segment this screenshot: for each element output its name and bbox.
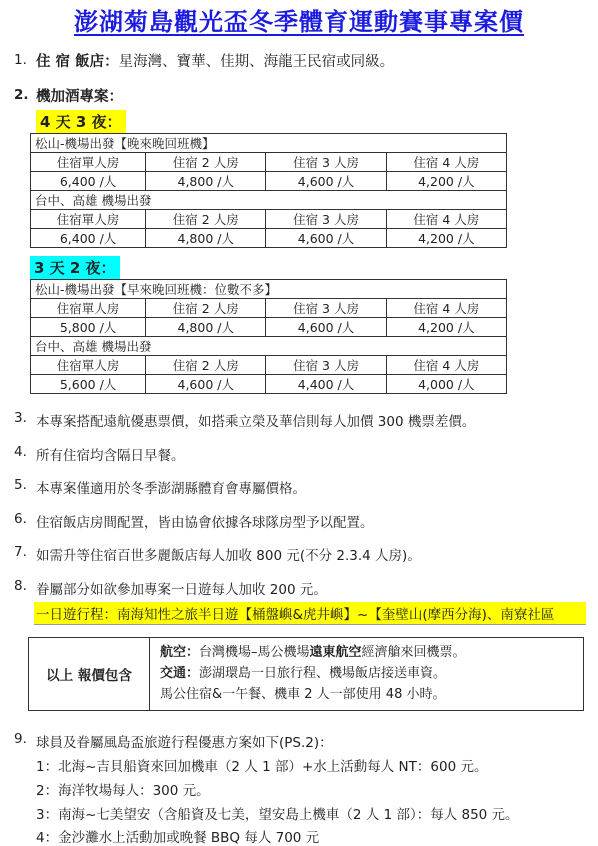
room-type: 住宿 3 人房 <box>266 356 386 375</box>
item-2-label: 機加酒專案： <box>36 89 123 105</box>
price: 4,200 /人 <box>386 172 506 191</box>
item-1-label: 住 宿 飯店： <box>36 54 119 70</box>
section-title: 松山-機場出發【早來晚回班機：位數不多】 <box>31 280 507 299</box>
option-2: 2：海洋牧場每人：300 元。 <box>36 783 210 799</box>
room-type: 住宿單人房 <box>31 299 146 318</box>
room-type: 住宿 2 人房 <box>146 210 266 229</box>
tour-itinerary: 一日遊行程：南海知性之旅半日遊【桶盤嶼&虎井嶼】~【奎壁山(摩西分海)、南寮社區 <box>34 602 586 625</box>
price: 6,400 /人 <box>31 229 146 248</box>
package-airline: 遠東航空 <box>309 645 362 660</box>
plan-4d3n-label: 4 天 3 夜： <box>36 110 126 133</box>
room-type: 住宿 4 人房 <box>386 356 506 375</box>
room-type: 住宿 4 人房 <box>386 153 506 172</box>
item-8-number: 8. <box>14 578 27 594</box>
room-type: 住宿 2 人房 <box>146 356 266 375</box>
section-title: 松山-機場出發【晚來晚回班機】 <box>31 134 507 153</box>
price: 4,200 /人 <box>386 229 506 248</box>
item-9-number: 9. <box>14 731 27 747</box>
price: 4,600 /人 <box>266 229 386 248</box>
price: 4,400 /人 <box>266 375 386 394</box>
package-details <box>160 642 466 705</box>
item-4-number: 4. <box>14 444 27 460</box>
plan-4d3n-table <box>30 133 507 248</box>
price: 4,600 /人 <box>266 318 386 337</box>
room-type: 住宿 3 人房 <box>266 299 386 318</box>
package-air-text-end: 經濟艙來回機票。 <box>361 645 466 660</box>
item-9-text: 球員及眷屬風島盃旅遊行程優惠方案如下(PS.2)： <box>36 735 333 751</box>
package-label: 以上 報價包含 <box>29 638 150 710</box>
price: 4,800 /人 <box>146 172 266 191</box>
price: 6,400 /人 <box>31 172 146 191</box>
package-transport-text: 澎湖環島一日旅行程、機場飯店接送車資。 <box>199 666 447 681</box>
package-line-air <box>160 642 466 663</box>
price: 4,800 /人 <box>146 229 266 248</box>
room-type: 住宿單人房 <box>31 153 146 172</box>
price: 4,800 /人 <box>146 318 266 337</box>
room-type: 住宿 2 人房 <box>146 299 266 318</box>
room-type: 住宿 4 人房 <box>386 210 506 229</box>
package-transport-key: 交通： <box>160 666 200 681</box>
item-3-number: 3. <box>14 410 27 426</box>
package-air-text: 台灣機場–馬公機場 <box>199 645 310 660</box>
item-5-text: 本專案僅適用於冬季澎湖縣體育會專屬價格。 <box>36 481 306 497</box>
option-1: 1：北海~吉貝船資來回加機車（2 人 1 部）+水上活動每人 NT：600 元。 <box>36 759 488 775</box>
package-line-stay <box>160 684 466 705</box>
room-type: 住宿 3 人房 <box>266 210 386 229</box>
section-title: 台中、高雄 機場出發 <box>31 337 507 356</box>
price: 4,200 /人 <box>386 318 506 337</box>
room-type: 住宿單人房 <box>31 356 146 375</box>
room-type: 住宿 4 人房 <box>386 299 506 318</box>
package-includes-box <box>28 637 584 711</box>
price: 5,800 /人 <box>31 318 146 337</box>
option-3: 3：南海~七美望安（含船資及七美，望安島上機車（2 人 1 部）：每人 850 元。 <box>36 807 519 823</box>
item-6-text: 住宿飯店房間配置，皆由協會依據各球隊房型予以配置。 <box>36 515 374 531</box>
item-6-number: 6. <box>14 511 27 527</box>
package-line-transport <box>160 663 466 684</box>
section-title: 台中、高雄 機場出發 <box>31 191 507 210</box>
item-2-number: 2. <box>14 87 29 103</box>
price: 4,600 /人 <box>146 375 266 394</box>
package-air-key: 航空： <box>160 645 200 660</box>
room-type: 住宿 3 人房 <box>266 153 386 172</box>
item-4-text: 所有住宿均含隔日早餐。 <box>36 448 185 464</box>
package-stay-text: 馬公住宿&一午餐、機車 2 人一部使用 48 小時。 <box>160 687 446 702</box>
item-1-number: 1. <box>14 52 27 68</box>
price: 5,600 /人 <box>31 375 146 394</box>
room-type: 住宿 2 人房 <box>146 153 266 172</box>
item-5-number: 5. <box>14 477 27 493</box>
item-7-text: 如需升等住宿百世多麗飯店每人加收 800 元(不分 2.3.4 人房)。 <box>36 548 421 564</box>
price: 4,600 /人 <box>266 172 386 191</box>
item-3-text: 本專案搭配遠航優惠票價，如搭乘立榮及華信則每人加價 300 機票差價。 <box>36 414 476 430</box>
item-1-text: 星海灣、寶華、佳期、海龍王民宿或同級。 <box>118 54 395 70</box>
item-7-number: 7. <box>14 544 27 560</box>
price: 4,000 /人 <box>386 375 506 394</box>
item-8-text: 眷屬部分如欲參加專案一日遊每人加收 200 元。 <box>36 582 327 598</box>
page-title: 澎湖菊島觀光盃冬季體育運動賽事專案價 <box>74 7 524 36</box>
option-4: 4：金沙灘水上活動加或晚餐 BBQ 每人 700 元 <box>36 830 320 846</box>
plan-3d2n-label: 3 天 2 夜： <box>30 256 120 279</box>
room-type: 住宿單人房 <box>31 210 146 229</box>
plan-3d2n-table <box>30 279 507 394</box>
item-1 <box>36 50 394 71</box>
